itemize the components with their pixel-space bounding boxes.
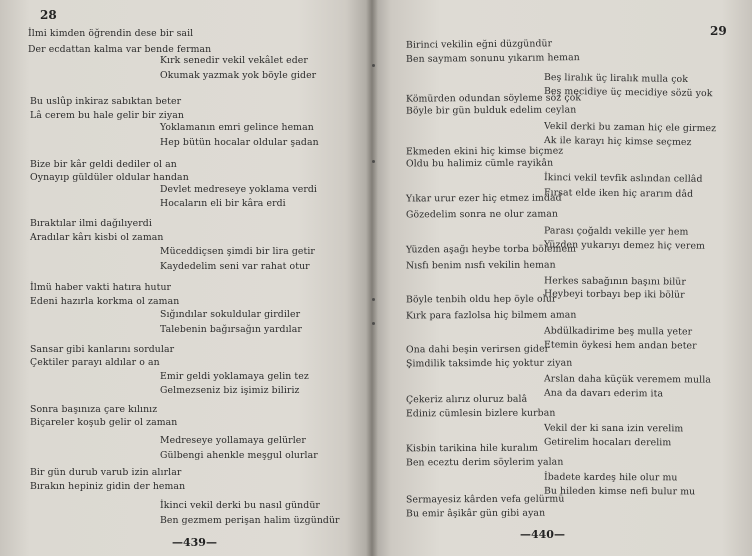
verse-line: Emir geldi yoklamaya gelin tez — [160, 371, 309, 382]
verse-line: Kırk para fazlolsа hiç bilmem aman — [405, 309, 577, 322]
right-page-number: 29 — [710, 24, 727, 38]
verse-line: Şimdilik taksimde hiç yoktur ziyan — [405, 357, 573, 370]
verse-line: Kömürden odundan söyleme söz çok — [405, 92, 582, 105]
verse-line: İbadete kardeş hile olur mu — [543, 471, 678, 484]
verse-line: Bir gün durub varub izin alırlar — [30, 467, 182, 478]
verse-line: Bize bir kâr geldi dediler ol an — [30, 159, 177, 170]
verse-line: Biçareler koşub gelir ol zaman — [30, 417, 178, 428]
verse-line: Müceddiçsen şimdi bir lira getir — [160, 246, 315, 257]
left-page — [0, 0, 372, 556]
verse-line: Gelmezseniz biz işimiz biliriz — [160, 385, 300, 396]
verse-line: Ana da davarı ederim ita — [543, 387, 664, 400]
verse-line: Çektiler parayı aldılar o an — [30, 357, 160, 368]
verse-line: Getirelim hocaları derelim — [543, 436, 672, 449]
verse-line: Herkes sabağının başını bilür — [543, 275, 686, 288]
verse-line: Lâ cerem bu hale gelir bir ziyan — [30, 110, 184, 121]
verse-line: Birinci vekilin eğni düzgündür — [405, 38, 553, 51]
verse-line: Beş liralık üç liralık mulla çok — [543, 71, 689, 86]
verse-line: Vekil der ki sana izin verelim — [543, 422, 684, 435]
verse-line: Oldu bu halimiz cümle rayikân — [405, 157, 554, 170]
verse-line: Böyle bir gün bulduk edelim ceylan — [405, 104, 577, 117]
verse-line: Kisbin tarikina hile kuralım — [405, 442, 538, 455]
verse-line: Sermayesiz kârden vefa gelürmü — [405, 493, 565, 506]
verse-line: Kırk senedir vekil vekâlet eder — [160, 55, 308, 66]
verse-line: Bu hileden kimse nefi bulur mu — [543, 485, 696, 498]
verse-line: Yüzden aşağı heybe torba bölemem — [405, 243, 577, 256]
verse-line: Ekmeden ekini hiç kimse biçmez — [405, 145, 564, 158]
verse-line: İkinci vekil tevfik aslından cellâd — [543, 172, 703, 185]
right-page-folio: —440— — [520, 528, 565, 541]
verse-line: Gülbengi ahenkle meşgul olurlar — [160, 450, 318, 461]
verse-line: Devlet medreseye yoklama verdi — [160, 184, 318, 195]
verse-line: Nısfı benim nısfı vekilin heman — [405, 259, 556, 272]
verse-line: Etemin öykesi hem andan beter — [543, 339, 697, 352]
verse-line: Okumak yazmak yok böyle gider — [160, 70, 317, 81]
verse-line: Yıkar urur ezer hiç etmez imdad — [405, 192, 562, 205]
verse-line: Ona dahi beşin verirsen gider — [405, 343, 550, 356]
left-page-number: 28 — [40, 8, 57, 22]
verse-line: Yoklamanın emri gelince heman — [160, 122, 314, 133]
verse-line: Medreseye yollamaya gelürler — [160, 435, 306, 446]
verse-line: Sonra başınıza çare kılınız — [30, 404, 158, 415]
right-page — [372, 0, 752, 556]
verse-line: İlmi kimden öğrendin dese bir sail — [28, 28, 194, 39]
verse-line: Beş mecidiye üç mecidiye sözü yok — [543, 85, 713, 100]
book-gutter — [366, 0, 378, 556]
verse-line: Vekil derki bu zaman hiç ele girmez — [543, 120, 717, 135]
verse-line: İlmü haber vakti hatıra hutur — [30, 282, 172, 293]
verse-line: Abdülkadirime beş mulla yeter — [543, 325, 693, 338]
verse-line: Arslan daha küçük veremem mulla — [543, 373, 711, 386]
left-page-folio: —439— — [172, 536, 217, 549]
verse-line: İkinci vekil derki bu nasıl gündür — [160, 500, 320, 511]
verse-line: Gözedelim sonra ne olur zaman — [405, 208, 559, 221]
verse-line: Parası çoğaldı vekille yer hem — [543, 225, 689, 238]
verse-line: Yüzden yukarıyı demez hiç verem — [543, 239, 706, 252]
verse-line: Aradılar kârı kisbi ol zaman — [30, 232, 164, 243]
verse-line: Der ecdattan kalma var bende ferman — [28, 44, 212, 55]
verse-line: Oynayıp güldüler oldular handan — [30, 172, 189, 183]
verse-line: Hep bütün hocalar oldular şadan — [160, 137, 319, 148]
verse-line: Bıraktılar ilmi dağılıyerdi — [30, 218, 152, 229]
verse-line: Sığındılar sokuldular girdiler — [160, 309, 301, 320]
verse-line: Çekeriz alırız oluruz balâ — [405, 393, 528, 406]
verse-line: Ben saymam sonunu yıkarım heman — [405, 52, 580, 65]
verse-line: Sansar gibi kanlarını sordular — [30, 344, 175, 355]
verse-line: Hocaların eli bir kâra erdi — [160, 198, 286, 209]
verse-line: Edeni hazırla korkma ol zaman — [30, 296, 180, 307]
verse-line: Kaydedelim seni var rahat otur — [160, 261, 310, 272]
verse-line: Heybeyi torbayı bep iki bölür — [543, 288, 685, 301]
verse-line: Bu uslûp inkiraz sabıktan beter — [30, 96, 182, 107]
verse-line: Ben eceztu derim söylerim yalan — [405, 456, 564, 469]
verse-line: Ben gezmem perişan halim üzgündür — [160, 515, 340, 526]
verse-line: Bu emir âşikâr gün gibi ayan — [405, 507, 546, 520]
verse-line: Bırakın hepiniz gidin der heman — [30, 481, 186, 492]
verse-line: Talebenin bağırsağın yardılar — [160, 324, 302, 335]
verse-line: Ediniz cümlesin bizlere kurban — [405, 407, 556, 420]
verse-line: Böyle tenbih oldu hep öyle olur — [405, 293, 557, 306]
verse-line: Ak ile karayı hiç kimse seçmez — [543, 134, 692, 149]
verse-line: Fırsat elde iken hiç ararım dâd — [543, 187, 694, 200]
